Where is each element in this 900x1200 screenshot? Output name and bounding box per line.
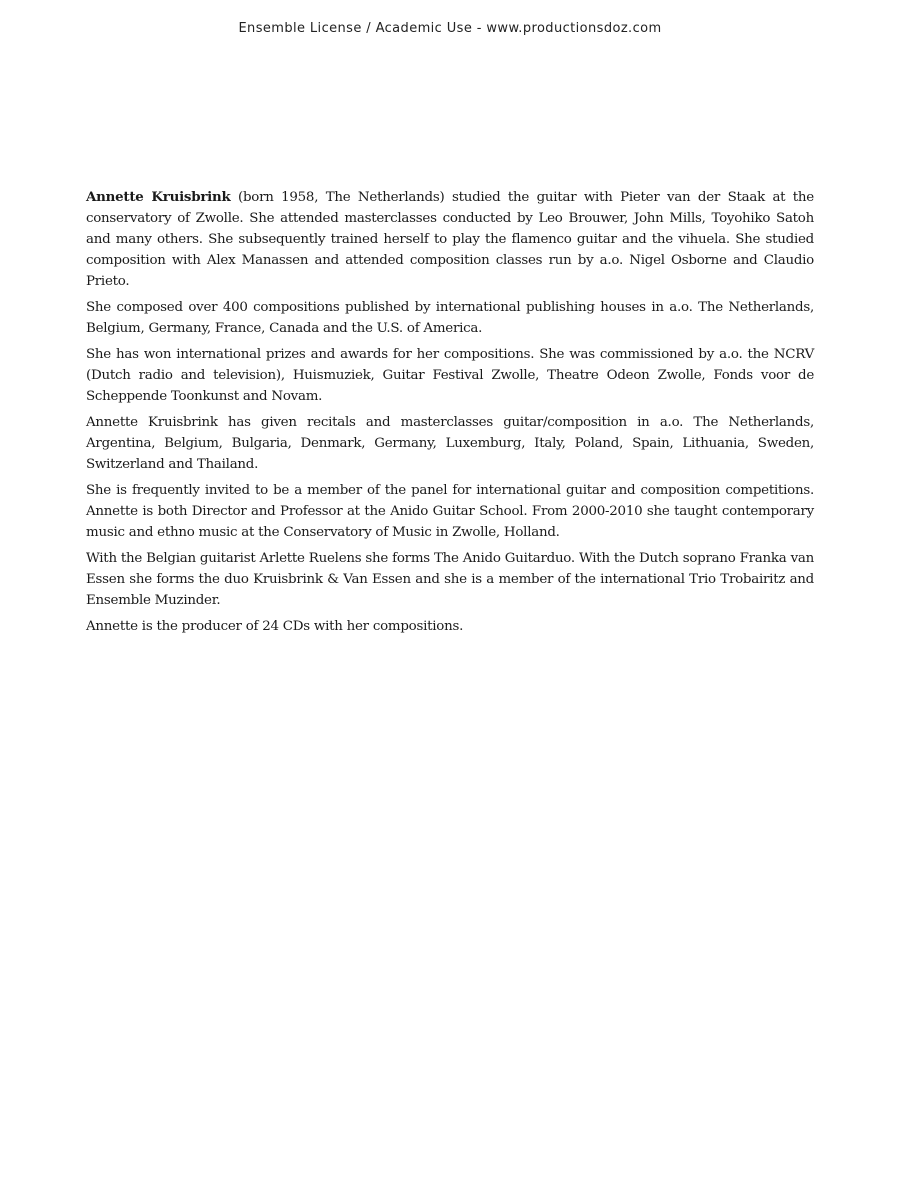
bio-paragraph-2: She composed over 400 compositions published by international publishing houses in a.o. The Netherlands, Belgium, Germany, France, Canada and the U.S. of America.	[86, 300, 814, 336]
license-header: Ensemble License / Academic Use - www.productionsdoz.com	[238, 21, 662, 36]
bio-paragraph-4: Annette Kruisbrink has given recitals and masterclasses guitar/composition in a.o. The Netherlands, Argentina, Belgium, Bulgaria, Denmark, Germany, Luxemburg, Italy, Poland, Spain, Lithuania, Sweden, Switzerland and Thailand.	[86, 415, 814, 472]
bio-paragraph-7: Annette is the producer of 24 CDs with her compositions.	[86, 619, 464, 634]
bio-paragraph-6: With the Belgian guitarist Arlette Ruelens she forms The Anido Guitarduo. With the Dutch soprano Franka van Essen she forms the duo Kruisbrink & Van Essen and she is a member of the international Trio Trobairitz and Ensemble Muzinder.	[86, 551, 814, 608]
biography	[86, 187, 814, 642]
bio-paragraph-5: She is frequently invited to be a member of the panel for international guitar and composition competitions. Annette is both Director and Professor at the Anido Guitar School. From 2000-2010 she taught contemporary music and ethno music at the Conservatory of Music in Zwolle, Holland.	[86, 483, 814, 540]
composer-name: Annette Kruisbrink	[86, 189, 231, 205]
bio-paragraph-3: She has won international prizes and awards for her compositions. She was commissioned by a.o. the NCRV (Dutch radio and television), Huismuziek, Guitar Festival Zwolle, Theatre Odeon Zwolle, Fonds voor de Scheppende Toonkunst and Novam.	[86, 347, 814, 404]
bio-paragraph-1-text: (born 1958, The Netherlands) studied the guitar with Pieter van der Staak at the conservatory of Zwolle. She attended masterclasses conducted by Leo Brouwer, John Mills, Toyohiko Satoh and many others. She subsequently trained herself to play the flamenco guitar and the vihuela. She studied composition with Alex Manassen and attended composition classes run by a.o. Nigel Osborne and Claudio Prieto.	[86, 190, 814, 289]
bio-paragraph-1	[86, 187, 814, 292]
